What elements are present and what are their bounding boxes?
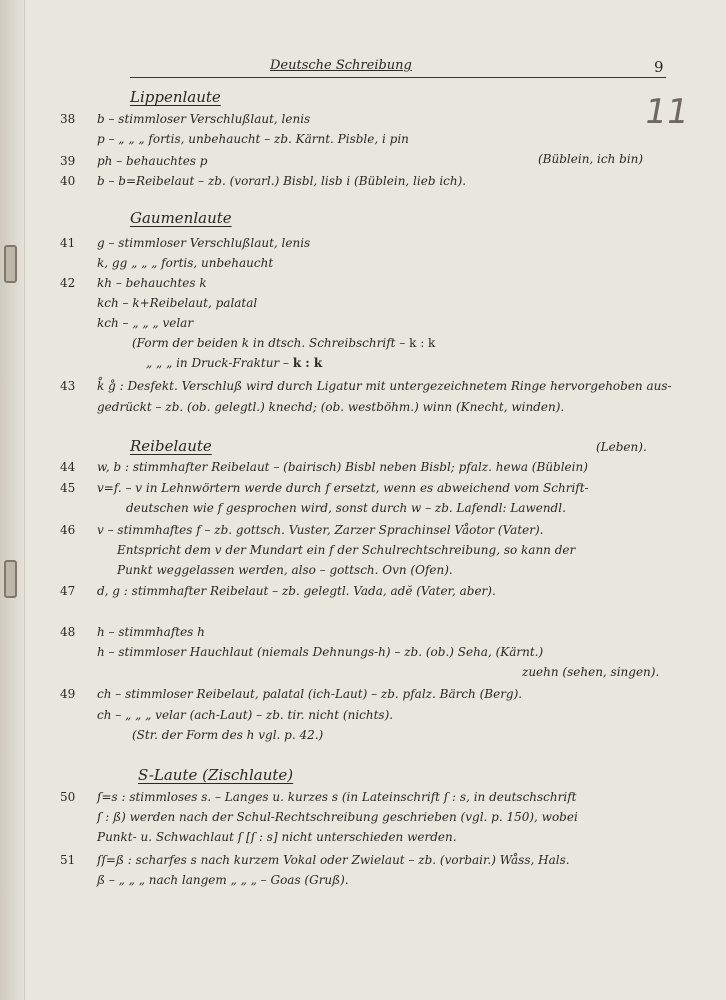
entry-line: b – stimmloser Verschlußlaut, lenis	[97, 112, 311, 126]
entry-line: ſ=s : stimmloses s. – Langes u. kurzes s (in Lateinschrift ſ : s, in deutschschrift	[97, 790, 577, 804]
entry-line	[146, 356, 322, 370]
entry-number-41: 41	[60, 236, 76, 250]
entry-number-45: 45	[60, 481, 76, 495]
entry-line: Punkt weggelassen werden, also – gottsch. Ovn (Ofen).	[117, 563, 453, 577]
heading-s-laute: S-Laute (Zischlaute)	[138, 766, 294, 784]
entry-number-43: 43	[60, 379, 76, 393]
entry-line: g – stimmloser Verschlußlaut, lenis	[97, 236, 311, 250]
entry-line	[132, 336, 435, 350]
entry-number-48: 48	[60, 625, 76, 639]
entry-line: deutschen wie f gesprochen wird, sonst durch w – zb. Lafendl: Lawendl.	[126, 501, 566, 515]
entry-line: k, gg „ „ „ fortis, unbehaucht	[97, 256, 274, 270]
entry-line: (Leben).	[596, 440, 647, 454]
entry-line: p – „ „ „ fortis, unbehaucht – zb. Kärnt. Pisble, i pin	[97, 132, 409, 146]
entry-line: (Büblein, ich bin)	[538, 152, 644, 166]
entry-text: „ „ „ in Druck-Fraktur –	[146, 356, 293, 370]
entry-number-50: 50	[60, 790, 76, 804]
entry-line: ch – „ „ „ velar (ach-Laut) – zb. tir. nicht (nichts).	[97, 708, 394, 722]
entry-number-51: 51	[60, 853, 76, 867]
entry-line: v – stimmhaftes f – zb. gottsch. Vuster, Zarzer Sprachinsel Våotor (Vater).	[97, 523, 544, 537]
heading-lippenlaute: Lippenlaute	[130, 88, 221, 106]
entry-line: ch – stimmloser Reibelaut, palatal (ich-Laut) – zb. pfalz. Bärch (Berg).	[97, 687, 523, 701]
entry-line: d, g : stimmhafter Reibelaut – zb. gelegtl. Vada, adĕ (Vater, aber).	[97, 584, 496, 598]
heading-reibelaute: Reibelaute	[130, 437, 212, 455]
staple-top	[4, 245, 17, 283]
entry-line: (Str. der Form des h vgl. p. 42.)	[132, 728, 324, 742]
entry-line: ſ : ß) werden nach der Schul-Rechtschreibung geschrieben (vgl. p. 150), wobei	[97, 810, 578, 824]
entry-line: h – stimmloser Hauchlaut (niemals Dehnungs-h) – zb. (ob.) Seha, (Kärnt.)	[97, 645, 544, 659]
entry-line: ſſ=ß : scharfes s nach kurzem Vokal oder Zwielaut – zb. (vorbair.) Wåss, Hals.	[97, 853, 570, 867]
letterform-sample: k : k	[292, 356, 323, 370]
entry-line: v=f. – v in Lehnwörtern werde durch f ersetzt, wenn es abweichend vom Schrift-	[97, 481, 589, 495]
entry-line: kch – „ „ „ velar	[97, 316, 194, 330]
entry-line: kch – k+Reibelaut, palatal	[97, 296, 258, 310]
header-rule	[130, 77, 666, 78]
entry-number-38: 38	[60, 112, 76, 126]
entry-number-40: 40	[60, 174, 76, 188]
heading-gaumenlaute: Gaumenlaute	[130, 209, 232, 227]
entry-number-49: 49	[60, 687, 76, 701]
staple-bottom	[4, 560, 17, 598]
entry-text: (Form der beiden k in dtsch. Schreibschrift –	[132, 336, 410, 350]
entry-number-42: 42	[60, 276, 76, 290]
entry-line: kh – behauchtes k	[97, 276, 207, 290]
entry-line: Punkt- u. Schwachlaut ſ [ſ : s] nicht unterschieden werden.	[97, 830, 457, 844]
page-binding-edge	[0, 0, 24, 1000]
entry-number-47: 47	[60, 584, 76, 598]
entry-line: zuehn (sehen, singen).	[522, 665, 660, 679]
entry-line: b – b=Reibelaut – zb. (vorarl.) Bisbl, lisb i (Büblein, lieb ich).	[97, 174, 467, 188]
running-title: Deutsche Schreibung	[270, 58, 412, 73]
entry-line: ph – behauchtes p	[97, 154, 208, 168]
entry-line: h – stimmhaftes h	[97, 625, 205, 639]
entry-line: w, b : stimmhafter Reibelaut – (bairisch) Bisbl neben Bisbl; pfalz. hewa (Büblein)	[97, 460, 588, 474]
letterform-sample: k : k	[409, 336, 436, 350]
entry-line: gedrückt – zb. (ob. gelegtl.) knechd; (ob. westböhm.) winn (Knecht, winden).	[97, 400, 565, 414]
entry-line: ß – „ „ „ nach langem „ „ „ – Goas (Gruß).	[97, 873, 349, 887]
entry-line: Entspricht dem v der Mundart ein f der Schulrechtschreibung, so kann der	[117, 543, 576, 557]
page-number: 9	[654, 58, 664, 76]
entry-line: k̊ g̊ : Desfekt. Verschluß wird durch Ligatur mit untergezeichnetem Ringe hervorgehoben aus-	[97, 379, 672, 393]
entry-number-46: 46	[60, 523, 76, 537]
folio-number: 11	[641, 92, 692, 132]
entry-number-44: 44	[60, 460, 76, 474]
page-fold-line	[24, 0, 25, 1000]
entry-number-39: 39	[60, 154, 76, 168]
